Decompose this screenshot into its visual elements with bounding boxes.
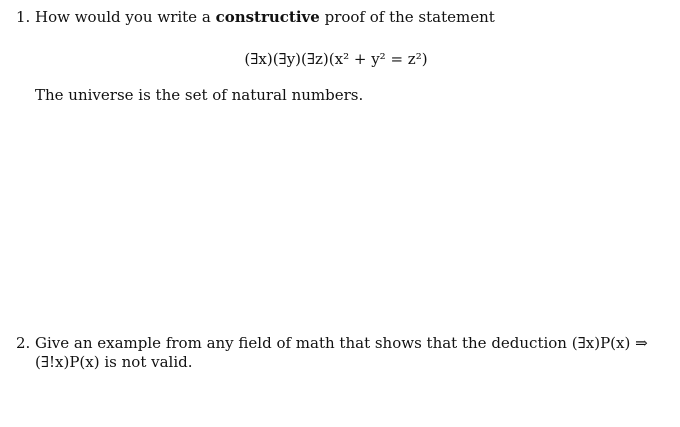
problem-2-ending: is not valid. [104, 353, 193, 371]
problem-1-intro-after: proof of the statement [324, 8, 495, 26]
problem-1-number: 1. [16, 8, 31, 26]
problem-1-bold-word: constructive [215, 8, 320, 26]
problem-2-line-2 [16, 353, 640, 372]
problem-1-universe-note: The universe is the set of natural numbers. [35, 86, 364, 104]
equation-quantifiers: (∃x)(∃y)(∃z) [244, 50, 329, 68]
problem-2 [16, 334, 648, 372]
problem-2-number: 2. [16, 334, 31, 352]
equation-body: (x² + y² = z²) [328, 50, 428, 68]
problem-2-text: Give an example from any field of math that shows that the deduction [35, 334, 567, 352]
problem-2-math-conclusion: (∃!x)P(x) [35, 353, 100, 371]
problem-1-display-equation [16, 50, 656, 68]
problem-1 [16, 8, 640, 104]
problem-2-line-1 [16, 334, 648, 353]
problem-2-math-premise: (∃x)P(x) ⇒ [571, 334, 648, 352]
problem-1-statement [16, 8, 640, 27]
problem-1-intro-before: How would you write a [35, 8, 211, 26]
